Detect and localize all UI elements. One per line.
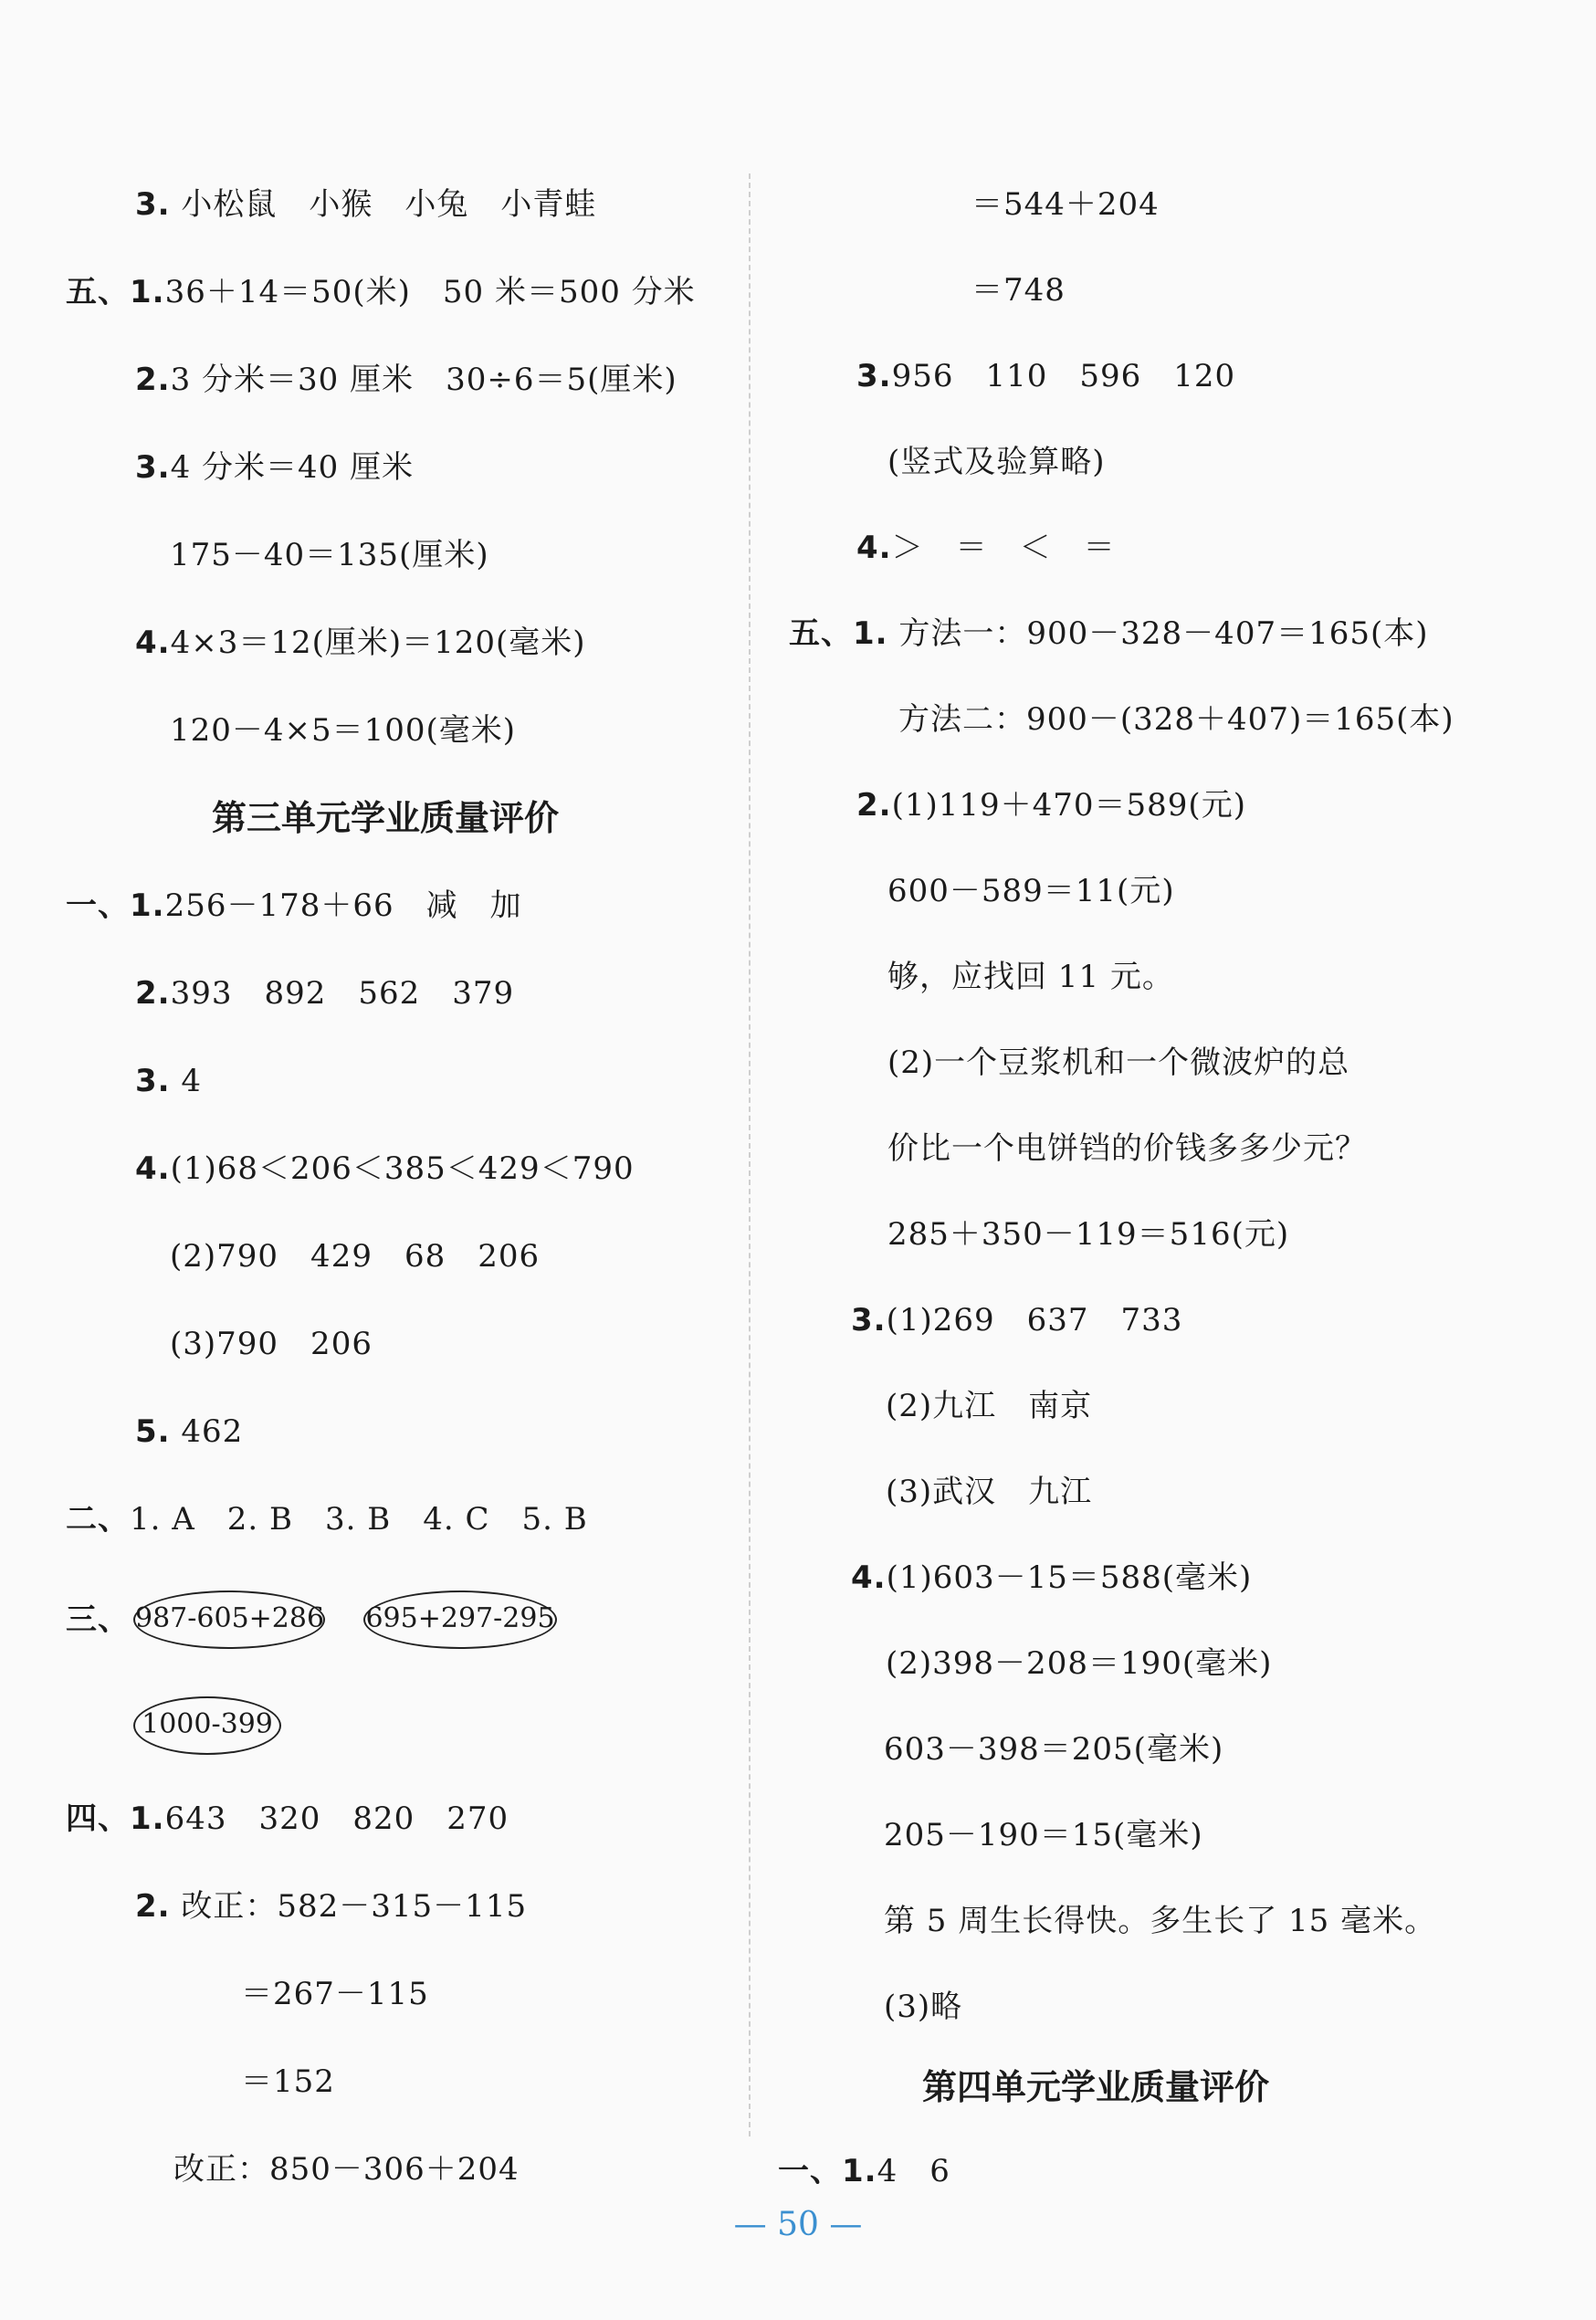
right-line-19: 603－398＝205(毫米) <box>884 1731 1224 1768</box>
left-line-5: 175－40＝135(厘米) <box>170 537 489 573</box>
right-line-24: 一、1.4 6 <box>778 2153 950 2189</box>
left-line-1: 3. 小松鼠 小猴 小兔 小青蛙 <box>135 186 597 223</box>
left-line-12: 4.(1)68＜206＜385＜429＜790 <box>135 1150 635 1187</box>
section-title-unit-4: 第四单元学业质量评价 <box>922 2067 1270 2107</box>
left-line-13: (2)790 429 68 206 <box>170 1238 541 1275</box>
right-line-14: 3.(1)269 637 733 <box>851 1302 1183 1338</box>
right-line-12: 价比一个电饼铛的价钱多多少元？ <box>887 1130 1367 1167</box>
circled-expression-1: 987-605+286 <box>133 1590 325 1649</box>
left-line-20: ＝267－115 <box>241 1976 429 2012</box>
right-line-2: ＝748 <box>971 272 1066 309</box>
right-line-20: 205－190＝15(毫米) <box>884 1817 1203 1853</box>
left-line-16: 二、1. A 2. B 3. B 4. C 5. B <box>66 1501 588 1538</box>
left-line-7: 120－4×5＝100(毫米) <box>170 712 517 749</box>
circled-expression-2: 695+297-295 <box>363 1590 557 1649</box>
right-line-5: 4.＞ ＝ ＜ ＝ <box>856 530 1116 566</box>
right-line-13: 285＋350－119＝516(元) <box>887 1216 1290 1253</box>
left-line-22: 改正：850－306＋204 <box>173 2151 520 2188</box>
left-line-21: ＝152 <box>241 2063 335 2100</box>
left-line-19: 2. 改正：582－315－115 <box>135 1888 528 1925</box>
right-line-6: 五、1. 方法一：900－328－407＝165(本) <box>789 615 1429 652</box>
circled-expression-3: 1000-399 <box>133 1696 281 1755</box>
right-line-11: (2)一个豆浆机和一个微波炉的总 <box>887 1045 1350 1081</box>
right-line-18: (2)398－208＝190(毫米) <box>886 1645 1273 1682</box>
right-line-3: 3.956 110 596 120 <box>856 358 1236 394</box>
left-line-18: 四、1.643 320 820 270 <box>66 1800 509 1837</box>
right-line-7: 方法二：900－(328＋407)＝165(本) <box>898 701 1454 738</box>
left-line-6: 4.4×3＝12(厘米)＝120(毫米) <box>135 625 586 661</box>
left-line-4: 3.4 分米＝40 厘米 <box>135 449 415 486</box>
right-line-1: ＝544＋204 <box>971 186 1160 223</box>
left-line-15: 5. 462 <box>135 1413 244 1450</box>
left-line-2: 五、1.36＋14＝50(米) 50 米＝500 分米 <box>66 274 696 310</box>
right-line-15: (2)九江 南京 <box>886 1388 1093 1424</box>
left-line-17: 三、 <box>66 1601 130 1638</box>
left-line-10: 2.393 892 562 379 <box>135 975 515 1012</box>
left-line-14: (3)790 206 <box>170 1326 373 1362</box>
left-line-11: 3. 4 <box>135 1063 203 1099</box>
left-line-3: 2.3 分米＝30 厘米 30÷6＝5(厘米) <box>135 362 677 398</box>
left-line-9: 一、1.256－178＋66 减 加 <box>66 887 522 924</box>
right-line-9: 600－589＝11(元) <box>887 873 1175 909</box>
right-line-4: (竖式及验算略) <box>887 444 1106 480</box>
right-line-21: 第 5 周生长得快。多生长了 15 毫米。 <box>884 1903 1437 1939</box>
right-line-17: 4.(1)603－15＝588(毫米) <box>851 1559 1253 1596</box>
right-line-16: (3)武汉 九江 <box>886 1474 1093 1510</box>
section-title-unit-3: 第三单元学业质量评价 <box>212 798 560 838</box>
page-number: — 50 — <box>733 2206 863 2243</box>
right-line-8: 2.(1)119＋470＝589(元) <box>856 787 1246 824</box>
right-line-22: (3)略 <box>884 1989 963 2025</box>
right-line-10: 够，应找回 11 元。 <box>887 959 1174 995</box>
column-divider <box>749 173 751 2136</box>
